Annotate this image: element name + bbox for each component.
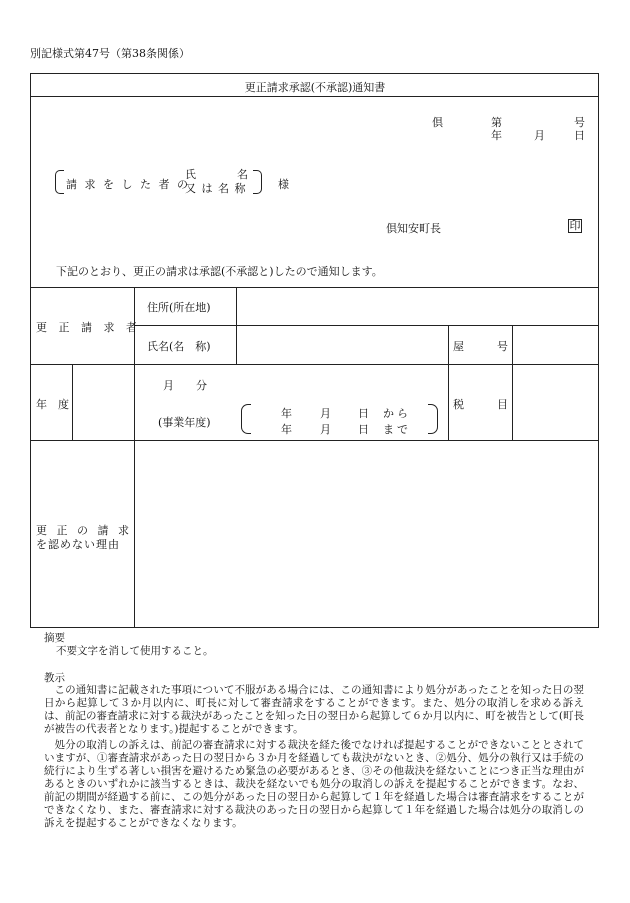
addressee-shi: 氏	[185, 168, 196, 181]
right-bracket	[253, 170, 262, 194]
tax-item-label: 税 目	[453, 398, 508, 411]
date-month: 月	[534, 129, 545, 142]
reason-label-line2: を認めない理由	[36, 538, 120, 551]
notice-text: 下記のとおり、更正の請求は承認(不承認と)したので通知します。	[56, 265, 383, 278]
date-year: 年	[491, 129, 502, 142]
divider	[512, 325, 513, 440]
document-title: 更正請求承認(不承認)通知書	[244, 81, 386, 94]
divider	[30, 287, 599, 288]
address-label: 住所(所在地)	[147, 301, 211, 314]
trade-name-label: 屋 号	[453, 340, 508, 353]
divider	[30, 96, 599, 97]
remarks-heading: 摘要	[44, 632, 65, 644]
business-year-label: (事業年度)	[158, 416, 211, 429]
period-from-suffix: から	[383, 407, 411, 420]
divider	[134, 287, 135, 628]
divider	[134, 325, 599, 326]
doc-number-go: 号	[574, 116, 585, 129]
remarks-text: 不要文字を消して使用すること。	[56, 645, 214, 657]
divider	[236, 287, 237, 364]
period-to-year: 年	[281, 423, 292, 436]
seal-mark: 印	[569, 219, 581, 232]
left-bracket	[241, 404, 251, 434]
instruction-paragraph-1: この通知書に記載された事項について不服がある場合には、この通知書により処分があったことを知った日の翌日から起算して３か月以内に、町長に対して審査請求をすることができます。また、処分の取消しを求める訴えは、前記の審査請求に対する裁決があったことを知った日の翌日から起算して６か月以内に、町を被告として(町長が被告の代表者となります。)提起することができます。	[44, 684, 584, 735]
doc-number-prefix: 倶	[432, 116, 443, 129]
divider	[30, 440, 599, 441]
left-bracket	[55, 170, 64, 194]
period-to-day: 日	[358, 423, 369, 436]
period-label: 月 分	[163, 379, 207, 392]
divider	[30, 364, 599, 365]
doc-number-dai: 第	[491, 116, 502, 129]
instruction-heading: 教示	[44, 672, 65, 684]
reason-label-line1: 更 正 の 請 求	[36, 524, 132, 537]
instruction-paragraph-2: 処分の取消しの訴えは、前記の審査請求に対する裁決を経た後でなければ提起することができないこととされていますが、①審査請求があった日の翌日から３か月を経過しても裁決がないとき、②処分、処分の執行又は手続の続行により生ずる著しい損害を避けるため緊急の必要があるとき、③その他裁決を経ないことにつき正当な理由があるときのいずれかに該当するときは、裁決を経ないでも処分の取消しの訴えを提起することができます。なお、前記の期間が経過する前に、この処分があった日の翌日から起算して１年を経過した場合は審査請求をすることができなくなり、また、審査請求に対する裁決のあった日の翌日から起算して１年を経過した場合は処分の取消しの訴えを提起することができなくなります。	[44, 739, 584, 829]
issuer-title: 倶知安町長	[386, 222, 441, 235]
requester-label: 更 正 請 求 者	[36, 321, 141, 334]
period-to-suffix: まで	[383, 423, 411, 436]
name-label: 氏名(名 称)	[147, 340, 211, 353]
divider	[448, 325, 449, 440]
period-from-year: 年	[281, 407, 292, 420]
period-from-day: 日	[358, 407, 369, 420]
date-day: 日	[574, 129, 585, 142]
honorific: 様	[278, 178, 289, 191]
addressee-label: 請 求 を し た 者 の	[66, 178, 190, 191]
fiscal-year-label: 年 度	[36, 398, 69, 411]
period-to-month: 月	[320, 423, 331, 436]
addressee-mei: 名	[237, 168, 248, 181]
form-reference: 別記様式第47号（第38条関係）	[30, 47, 190, 60]
divider	[72, 364, 73, 440]
addressee-mata: 又 は 名 称	[185, 182, 247, 195]
right-bracket	[428, 404, 438, 434]
period-from-month: 月	[320, 407, 331, 420]
